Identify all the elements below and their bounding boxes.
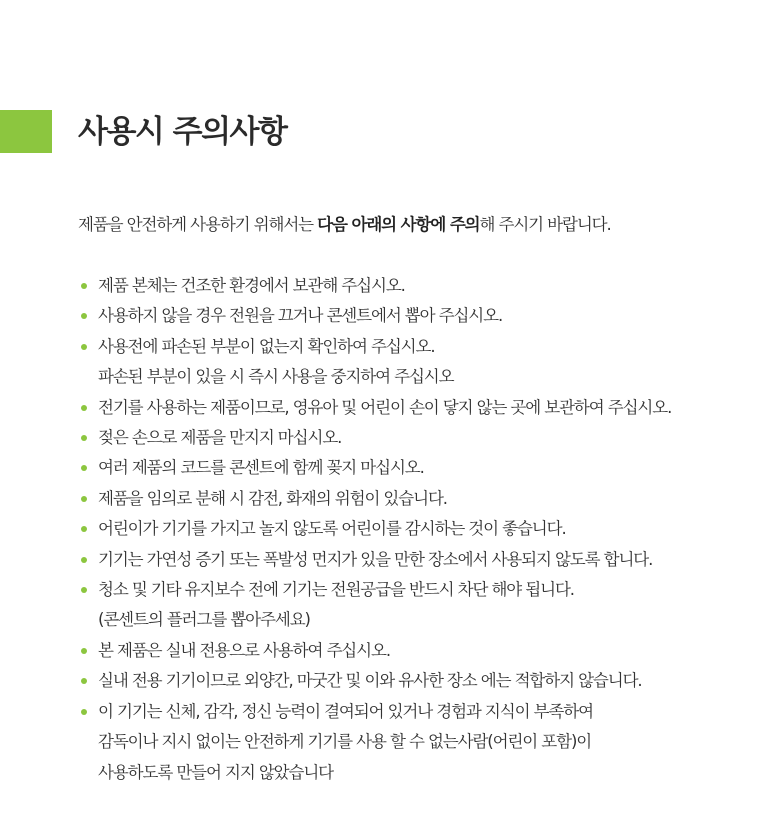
caution-item [78,666,671,696]
caution-item [78,575,671,636]
title-accent-bar [0,110,52,153]
caution-text: 사용하지 않을 경우 전원을 끄거나 콘센트에서 뽑아 주십시오. [98,306,503,326]
caution-text: 본 제품은 실내 전용으로 사용하여 주십시오. [98,640,390,660]
caution-item [78,301,671,331]
bullet-icon [81,587,87,593]
bullet-icon [81,344,87,350]
caution-text: 기기는 가연성 증기 또는 폭발성 먼지가 있을 만한 장소에서 사용되지 않도록 합니다. [98,549,653,569]
bullet-icon [81,313,87,319]
caution-list [78,271,671,788]
caution-text: 여러 제품의 코드를 콘센트에 함께 꽂지 마십시오. [98,458,424,478]
caution-text-continued: 사용하도록 만들어 지지 않았습니다 [98,762,334,782]
caution-text-continued: 감독이나 지시 없이는 안전하게 기기를 사용 할 수 없는사람(어린이 포함)이 [98,732,592,752]
caution-text-continued: (콘센트의 플러그를 뽑아주세요) [98,610,310,630]
caution-item [78,393,671,423]
intro-before: 제품을 안전하게 사용하기 위해서는 [78,215,318,234]
caution-item [78,332,671,393]
bullet-icon [81,465,87,471]
caution-text: 제품을 임의로 분해 시 감전, 화재의 위험이 있습니다. [98,488,447,508]
caution-item [78,271,671,301]
intro-text [78,210,611,240]
caution-text: 전기를 사용하는 제품이므로, 영유아 및 어린이 손이 닿지 않는 곳에 보관하여 주십시오. [98,397,672,417]
caution-text: 제품 본체는 건조한 환경에서 보관해 주십시오. [98,276,405,295]
caution-text: 청소 및 기타 유지보수 전에 기기는 전원공급을 반드시 차단 해야 됩니다. [98,580,574,600]
caution-item [78,545,671,575]
caution-text: 어린이가 기기를 가지고 놀지 않도록 어린이를 감시하는 것이 좋습니다. [98,519,566,539]
bullet-icon [81,283,87,289]
caution-item [78,636,671,666]
caution-item [78,514,671,544]
caution-item [78,697,671,788]
caution-item [78,453,671,483]
bullet-icon [81,405,87,411]
bullet-icon [81,496,87,502]
bullet-icon [81,557,87,563]
caution-text-continued: 파손된 부분이 있을 시 즉시 사용을 중지하여 주십시오 [98,367,454,387]
intro-emphasis: 다음 아래의 사항에 주의 [317,215,480,234]
bullet-icon [81,678,87,684]
caution-text: 사용전에 파손된 부분이 없는지 확인하여 주십시오. [98,336,435,356]
caution-item [78,484,671,514]
bullet-icon [81,648,87,654]
bullet-icon [81,435,87,441]
caution-text: 이 기기는 신체, 감각, 정신 능력이 결여되어 있거나 경험과 지식이 부족하여 [98,701,593,721]
bullet-icon [81,526,87,532]
bullet-icon [81,709,87,715]
caution-item [78,423,671,453]
page-title: 사용시 주의사항 [78,114,287,150]
intro-after: 해 주시기 바랍니다. [479,215,611,234]
caution-text: 젖은 손으로 제품을 만지지 마십시오. [98,428,342,448]
caution-text: 실내 전용 기기이므로 외양간, 마굿간 및 이와 유사한 장소 에는 적합하지 않습니다. [98,671,642,691]
